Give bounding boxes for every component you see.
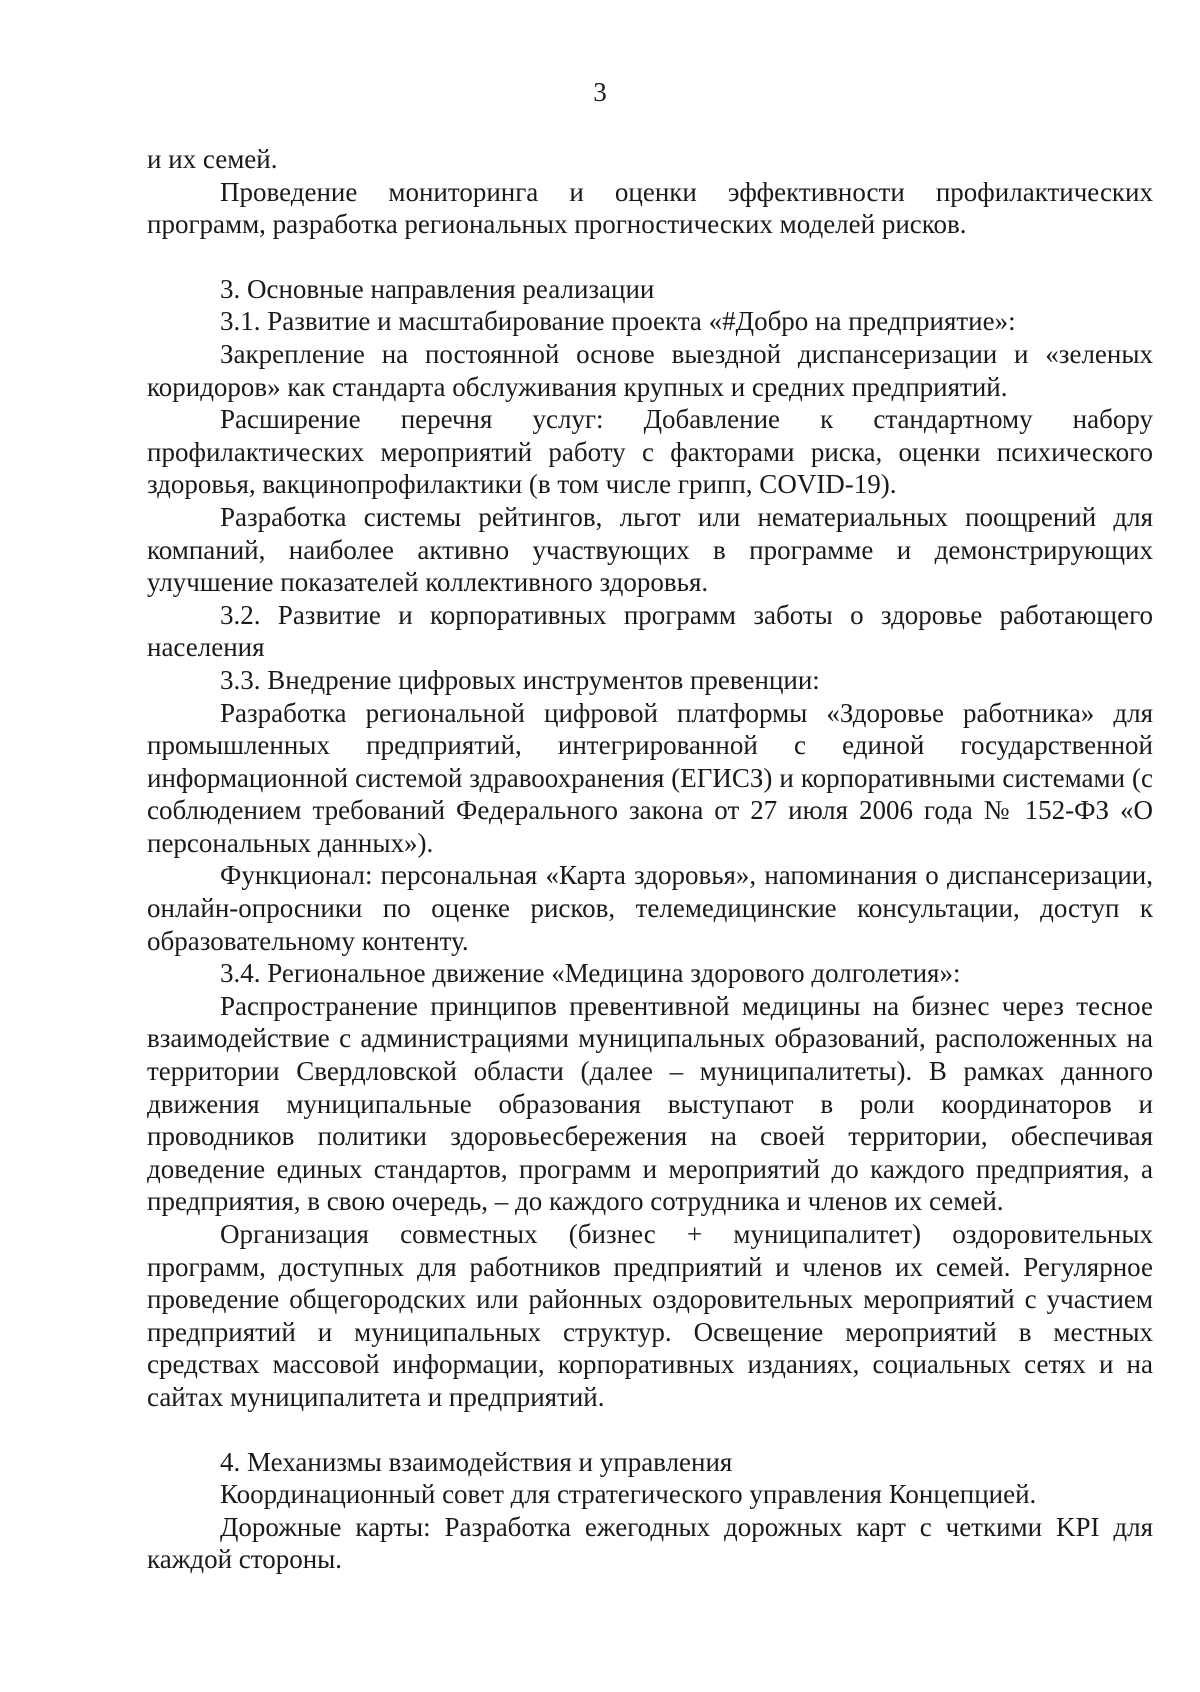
paragraph: Организация совместных (бизнес + муниципалитет) оздоровительных программ, доступных для работников предприятий и членов их семей. Регулярное проведение общегородских или районных оздоровительных мероприятий с участием предприятий и муниципальных структур. Освещение мероприятий в местных средствах массовой информации, корпоративных изданиях, социальных сетях и на сайтах муниципалитета и предприятий. (147, 1219, 1153, 1412)
subsection-heading: 3.1. Развитие и масштабирование проекта «#Добро на предприятие»: (220, 306, 1016, 337)
document-body (147, 143, 1153, 1576)
paragraph: Разработка региональной цифровой платформы «Здоровье работника» для промышленных предприятий, интегрированной с единой государственной информационной системой здравоохранения (ЕГИСЗ) и корпоративными системами (с соблюдением требований Федерального закона от 27 июля 2006 года № 152-ФЗ «О персональных данных»). (147, 697, 1153, 858)
paragraph: Распространение принципов превентивной медицины на бизнес через тесное взаимодействие с администрациями муниципальных образований, расположенных на территории Свердловской области (далее – муниципалитеты). В рамках данного движения муниципальные образования выступают в роли координаторов и проводников политики здоровьесбережения на своей территории, обеспечивая доведение единых стандартов, программ и мероприятий до каждого предприятия, а предприятия, в свою очередь, – до каждого сотрудника и членов их семей. (147, 990, 1153, 1217)
paragraph: Разработка системы рейтингов, льгот или нематериальных поощрений для компаний, наиболее активно участвующих в программе и демонстрирующих улучшение показателей коллективного здоровья. (147, 501, 1153, 598)
paragraph: Проведение мониторинга и оценки эффективности профилактических программ, разработка региональных прогностических моделей рисков. (147, 176, 1153, 240)
paragraph: Дорожные карты: Разработка ежегодных дорожных карт с четкими KPI для каждой стороны. (147, 1511, 1153, 1575)
subsection-heading: 3.3. Внедрение цифровых инструментов превенции: (220, 664, 820, 695)
paragraph: Координационный совет для стратегического управления Концепцией. (220, 1479, 1037, 1510)
subsection-heading: 3.4. Региональное движение «Медицина здорового долголетия»: (220, 958, 961, 989)
section-heading: 3. Основные направления реализации (220, 273, 655, 304)
paragraph: Закрепление на постоянной основе выездной диспансеризации и «зеленых коридоров» как стандарта обслуживания крупных и средних предприятий. (147, 338, 1153, 402)
paragraph: Расширение перечня услуг: Добавление к стандартному набору профилактических мероприятий работу с факторами риска, оценки психического здоровья, вакцинопрофилактики (в том числе грипп, COVID-19). (147, 404, 1153, 500)
page-number: 3 (593, 77, 607, 107)
section-gap (147, 241, 1153, 273)
section-gap (147, 1414, 1153, 1446)
section-heading: 4. Механизмы взаимодействия и управления (220, 1446, 733, 1477)
subsection-heading: 3.2. Развитие и корпоративных программ заботы о здоровье работающего населения (147, 599, 1153, 663)
paragraph: Функционал: персональная «Карта здоровья», напоминания о диспансеризации, онлайн-опросники по оценке рисков, телемедицинские консультации, доступ к образовательному контенту. (147, 860, 1153, 956)
paragraph: и их семей. (147, 144, 278, 174)
